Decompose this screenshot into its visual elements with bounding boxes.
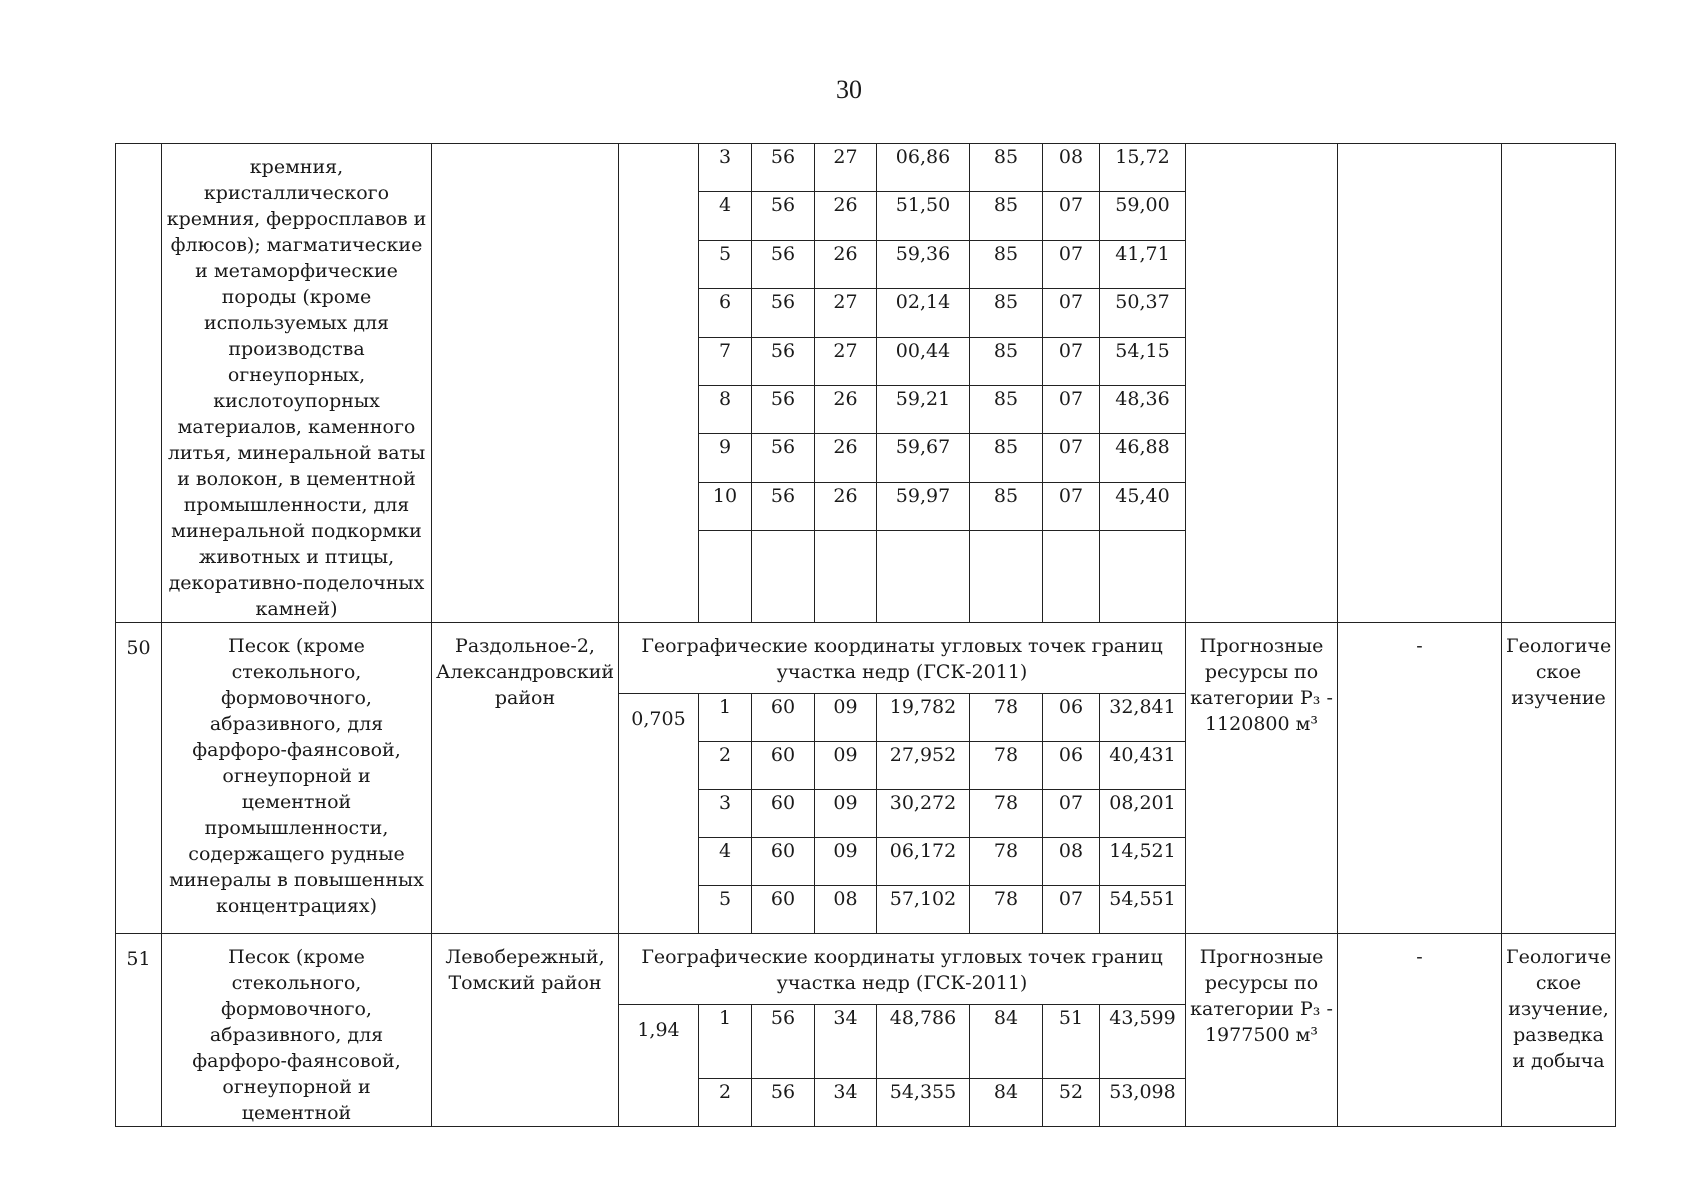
coord-cell: 08 xyxy=(1043,838,1100,886)
coord-cell: 07 xyxy=(1043,434,1100,482)
coord-cell: 09 xyxy=(815,790,877,838)
coord-cell: 59,21 xyxy=(877,385,970,433)
coord-cell: 85 xyxy=(970,482,1043,530)
coord-cell: 54,551 xyxy=(1100,886,1186,934)
coord-cell-empty xyxy=(815,531,877,623)
purpose: Геологиче ское изучение xyxy=(1502,623,1616,934)
coord-cell: 09 xyxy=(815,694,877,742)
coord-cell: 4 xyxy=(699,838,752,886)
area-value: 1,94 xyxy=(619,1005,699,1127)
coord-cell: 85 xyxy=(970,192,1043,240)
coord-cell: 43,599 xyxy=(1100,1005,1186,1079)
table-row xyxy=(116,144,1616,192)
coord-cell: 07 xyxy=(1043,337,1100,385)
coord-cell: 78 xyxy=(970,742,1043,790)
coord-cell: 34 xyxy=(815,1079,877,1127)
coord-cell: 60 xyxy=(752,838,815,886)
coord-cell: 26 xyxy=(815,434,877,482)
coord-cell: 3 xyxy=(699,144,752,192)
coord-cell: 85 xyxy=(970,434,1043,482)
coord-cell: 59,67 xyxy=(877,434,970,482)
coord-cell: 5 xyxy=(699,886,752,934)
coord-cell: 45,40 xyxy=(1100,482,1186,530)
coord-cell: 46,88 xyxy=(1100,434,1186,482)
row-number xyxy=(116,144,162,623)
licensing-table xyxy=(115,143,1616,1127)
coord-cell: 48,786 xyxy=(877,1005,970,1079)
coord-cell: 60 xyxy=(752,886,815,934)
coord-cell: 26 xyxy=(815,240,877,288)
coord-cell: 56 xyxy=(752,289,815,337)
coord-cell: 15,72 xyxy=(1100,144,1186,192)
coord-cell-empty xyxy=(1043,531,1100,623)
coord-cell: 07 xyxy=(1043,886,1100,934)
coord-cell-empty xyxy=(699,531,752,623)
coord-cell: 54,355 xyxy=(877,1079,970,1127)
coord-cell: 07 xyxy=(1043,482,1100,530)
site-name: Раздольное-2, Александровский район xyxy=(432,623,619,934)
site-name: Левобережный, Томский район xyxy=(432,934,619,1127)
coord-cell: 26 xyxy=(815,192,877,240)
coord-cell: 5 xyxy=(699,240,752,288)
coord-cell: 27 xyxy=(815,337,877,385)
coord-cell: 07 xyxy=(1043,192,1100,240)
coord-cell: 10 xyxy=(699,482,752,530)
coord-cell: 9 xyxy=(699,434,752,482)
dash-cell xyxy=(1338,144,1502,623)
area-value: 0,705 xyxy=(619,694,699,934)
coord-cell: 06,172 xyxy=(877,838,970,886)
coord-cell: 2 xyxy=(699,1079,752,1127)
page-number: 30 xyxy=(836,75,862,104)
coord-cell-empty xyxy=(752,531,815,623)
coord-cell: 34 xyxy=(815,1005,877,1079)
dash: - xyxy=(1338,623,1502,934)
coord-cell: 26 xyxy=(815,385,877,433)
table-row xyxy=(116,934,1616,1005)
coord-cell-empty xyxy=(970,531,1043,623)
coord-cell: 59,36 xyxy=(877,240,970,288)
coord-cell: 54,15 xyxy=(1100,337,1186,385)
coord-cell: 78 xyxy=(970,886,1043,934)
coord-cell: 06,86 xyxy=(877,144,970,192)
dash: - xyxy=(1338,934,1502,1127)
coord-cell: 84 xyxy=(970,1079,1043,1127)
coord-cell: 78 xyxy=(970,790,1043,838)
coord-cell: 85 xyxy=(970,385,1043,433)
purpose-cell xyxy=(1502,144,1616,623)
coord-cell: 59,97 xyxy=(877,482,970,530)
coord-cell: 09 xyxy=(815,838,877,886)
coord-cell: 56 xyxy=(752,240,815,288)
resources: Прогнозные ресурсы по категории P₃ - 1120800 м³ xyxy=(1186,623,1338,934)
coord-cell: 4 xyxy=(699,192,752,240)
mineral-description: Песок (кроме стекольного, формовочного, абразивного, для фарфоро-фаянсовой, огнеупорной и цементной xyxy=(162,934,432,1127)
coord-cell: 27,952 xyxy=(877,742,970,790)
coord-cell: 00,44 xyxy=(877,337,970,385)
coord-cell: 7 xyxy=(699,337,752,385)
row-number: 50 xyxy=(116,623,162,934)
coord-cell: 78 xyxy=(970,838,1043,886)
coord-cell: 51,50 xyxy=(877,192,970,240)
coord-cell: 56 xyxy=(752,434,815,482)
coord-cell: 09 xyxy=(815,742,877,790)
coord-cell: 07 xyxy=(1043,289,1100,337)
coord-cell-empty xyxy=(877,531,970,623)
area-cell xyxy=(619,144,699,623)
coord-cell: 2 xyxy=(699,742,752,790)
coord-cell: 3 xyxy=(699,790,752,838)
coord-cell: 8 xyxy=(699,385,752,433)
coord-cell: 02,14 xyxy=(877,289,970,337)
coord-cell: 08,201 xyxy=(1100,790,1186,838)
coord-cell: 07 xyxy=(1043,240,1100,288)
coord-cell: 60 xyxy=(752,790,815,838)
coord-cell: 48,36 xyxy=(1100,385,1186,433)
coord-cell: 57,102 xyxy=(877,886,970,934)
coord-cell: 85 xyxy=(970,337,1043,385)
coord-cell: 78 xyxy=(970,694,1043,742)
coord-cell: 40,431 xyxy=(1100,742,1186,790)
coord-cell: 06 xyxy=(1043,742,1100,790)
row-number: 51 xyxy=(116,934,162,1127)
coord-cell: 27 xyxy=(815,289,877,337)
coord-cell: 56 xyxy=(752,144,815,192)
resources-cell xyxy=(1186,144,1338,623)
coord-cell: 56 xyxy=(752,482,815,530)
coord-cell: 07 xyxy=(1043,385,1100,433)
coord-header: Географические координаты угловых точек границ участка недр (ГСК-2011) xyxy=(619,934,1186,1005)
coord-cell-empty xyxy=(1100,531,1186,623)
coord-cell: 27 xyxy=(815,144,877,192)
mineral-description: кремния, кристаллического кремния, ферросплавов и флюсов); магматические и метаморфические породы (кроме используемых для производства огнеупорных, кислотоупорных материалов, каменного литья, минеральной ваты и волокон, в цементной промышленности, для минеральной подкормки животных и птицы, декоративно-поделочных камней) xyxy=(162,144,432,623)
coord-cell: 56 xyxy=(752,337,815,385)
coord-cell: 56 xyxy=(752,385,815,433)
coord-cell: 84 xyxy=(970,1005,1043,1079)
coord-cell: 53,098 xyxy=(1100,1079,1186,1127)
coord-cell: 56 xyxy=(752,192,815,240)
site-cell xyxy=(432,144,619,623)
resources: Прогнозные ресурсы по категории P₃ - 1977500 м³ xyxy=(1186,934,1338,1127)
coord-header: Географические координаты угловых точек границ участка недр (ГСК-2011) xyxy=(619,623,1186,694)
coord-cell: 59,00 xyxy=(1100,192,1186,240)
purpose: Геологиче ское изучение, разведка и добыча xyxy=(1502,934,1616,1127)
table-row xyxy=(116,623,1616,694)
coord-cell: 14,521 xyxy=(1100,838,1186,886)
coord-cell: 08 xyxy=(815,886,877,934)
coord-cell: 19,782 xyxy=(877,694,970,742)
coord-cell: 60 xyxy=(752,694,815,742)
mineral-description: Песок (кроме стекольного, формовочного, абразивного, для фарфоро-фаянсовой, огнеупорной и цементной промышленности, содержащего рудные минералы в повышенных концентрациях) xyxy=(162,623,432,934)
table-body xyxy=(116,144,1616,1127)
coord-cell: 6 xyxy=(699,289,752,337)
coord-cell: 85 xyxy=(970,144,1043,192)
coord-cell: 52 xyxy=(1043,1079,1100,1127)
coord-cell: 30,272 xyxy=(877,790,970,838)
coord-cell: 07 xyxy=(1043,790,1100,838)
coord-cell: 1 xyxy=(699,1005,752,1079)
coord-cell: 51 xyxy=(1043,1005,1100,1079)
coord-cell: 60 xyxy=(752,742,815,790)
coord-cell: 32,841 xyxy=(1100,694,1186,742)
coord-cell: 26 xyxy=(815,482,877,530)
coord-cell: 85 xyxy=(970,240,1043,288)
coord-cell: 1 xyxy=(699,694,752,742)
coord-cell: 41,71 xyxy=(1100,240,1186,288)
coord-cell: 85 xyxy=(970,289,1043,337)
coord-cell: 50,37 xyxy=(1100,289,1186,337)
coord-cell: 56 xyxy=(752,1005,815,1079)
coord-cell: 08 xyxy=(1043,144,1100,192)
coord-cell: 56 xyxy=(752,1079,815,1127)
coord-cell: 06 xyxy=(1043,694,1100,742)
